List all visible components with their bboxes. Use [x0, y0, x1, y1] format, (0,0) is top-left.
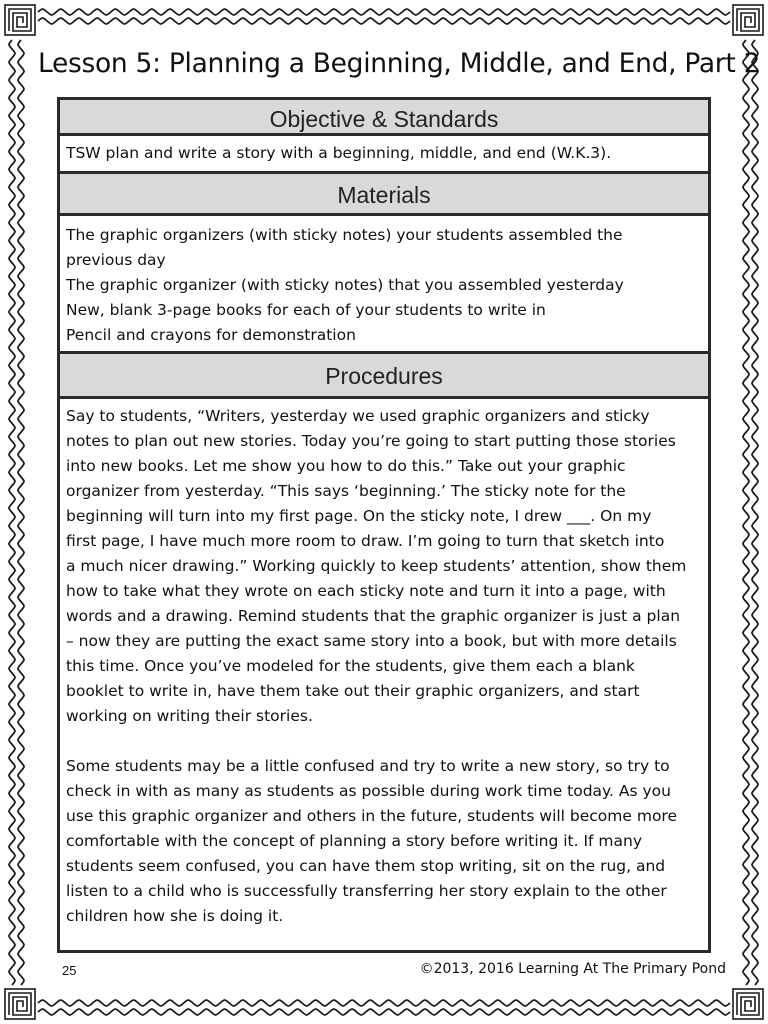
border-wave-bottom [38, 1009, 730, 1015]
lesson-title: Lesson 5: Planning a Beginning, Middle, and End, Part 2 [38, 48, 761, 79]
materials-header: Materials [60, 174, 708, 216]
border-wave-bottom [38, 1000, 730, 1006]
materials-line: The graphic organizer (with sticky notes) that you assembled yesterday [66, 276, 624, 294]
border-wave-top [38, 18, 730, 24]
procedures-line: listen to a child who is successfully transferring her story explain to the other [66, 882, 667, 900]
procedures-body [60, 399, 708, 929]
procedures-line: booklet to write in, have them take out their graphic organizers, and start [66, 682, 640, 700]
page-number: 25 [62, 963, 77, 978]
procedures-line: into new books. Let me show you how to do this.” Take out your graphic [66, 457, 626, 475]
corner-spiral-top-left [5, 5, 35, 35]
border-wave-left [9, 40, 15, 985]
procedures-line: – now they are putting the exact same story into a book, but with more details [66, 632, 677, 650]
procedures-header: Procedures [60, 354, 708, 399]
lesson-plan-table [57, 97, 711, 953]
procedures-line: beginning will turn into my first page. On the sticky note, I drew ___. On my [66, 507, 652, 525]
procedures-line: comfortable with the concept of planning a story before writing it. If many [66, 832, 643, 850]
procedures-line: words and a drawing. Remind students that the graphic organizer is just a plan [66, 607, 681, 625]
procedures-line: use this graphic organizer and others in the future, students will become more [66, 807, 678, 825]
procedures-line: check in with as many as students as possible during work time today. As you [66, 782, 671, 800]
procedures-line: working on writing their stories. [66, 707, 313, 725]
procedures-line: children how she is doing it. [66, 907, 284, 925]
procedures-line: Some students may be a little confused and try to write a new story, so try to [66, 757, 670, 775]
procedures-line: Say to students, “Writers, yesterday we used graphic organizers and sticky [66, 407, 650, 425]
objective-text [60, 136, 708, 174]
corner-spiral-bottom-left [5, 989, 35, 1019]
procedures-line: how to take what they wrote on each sticky note and turn it into a page, with [66, 582, 666, 600]
materials-line: New, blank 3-page books for each of your students to write in [66, 301, 546, 319]
corner-spiral-bottom-right [733, 989, 763, 1019]
materials-line: previous day [66, 251, 166, 269]
corner-spiral-top-right [733, 5, 763, 35]
procedures-line: this time. Once you’ve modeled for the students, give them each a blank [66, 657, 635, 675]
procedures-line: students seem confused, you can have them stop writing, sit on the rug, and [66, 857, 666, 875]
border-wave-top [38, 9, 730, 15]
materials-line: The graphic organizers (with sticky notes) your students assembled the [66, 226, 623, 244]
procedures-paragraph-1 [66, 404, 702, 729]
procedures-line: organizer from yesterday. “This says ‘beginning.’ The sticky note for the [66, 482, 626, 500]
border-wave-left [18, 40, 24, 985]
procedures-line: notes to plan out new stories. Today you’re going to start putting those stories [66, 432, 676, 450]
objective-header: Objective & Standards [60, 100, 708, 136]
objective-line: TSW plan and write a story with a beginning, middle, and end (W.K.3). [66, 144, 612, 162]
procedures-paragraph-2 [66, 754, 702, 929]
border-wave-right [752, 40, 758, 985]
materials-line: Pencil and crayons for demonstration [66, 326, 356, 344]
materials-list [60, 216, 708, 354]
border-wave-right [743, 40, 749, 985]
procedures-line: a much nicer drawing.” Working quickly to keep students’ attention, show them [66, 557, 687, 575]
copyright-notice: ©2013, 2016 Learning At The Primary Pond [419, 961, 726, 977]
procedures-line: first page, I have much more room to draw. I’m going to turn that sketch into [66, 532, 665, 550]
